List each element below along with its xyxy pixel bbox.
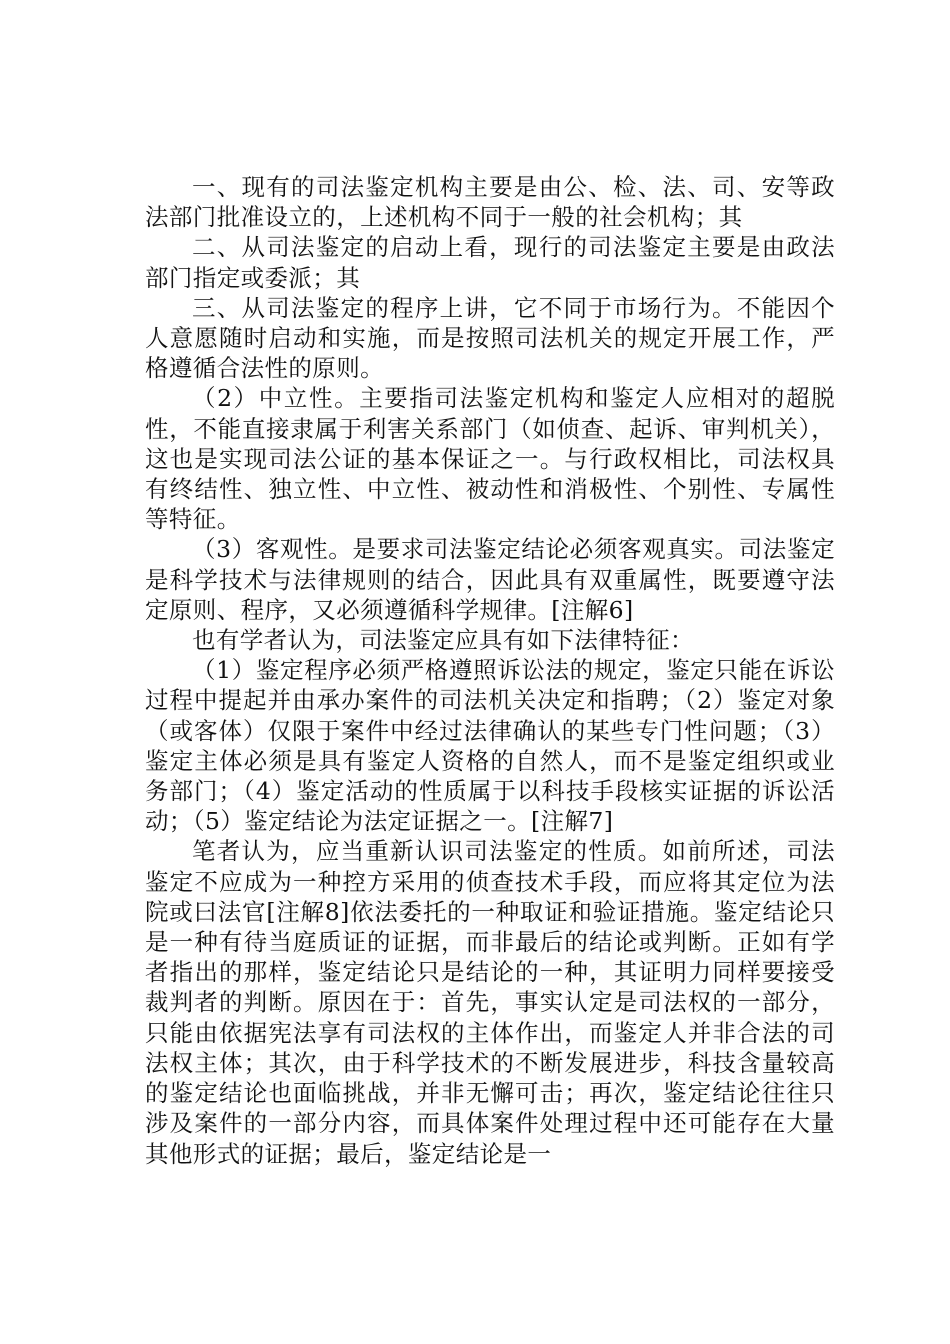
paragraph-8: 笔者认为，应当重新认识司法鉴定的性质。如前所述，司法鉴定不应成为一种控方采用的侦查技术手段，而应将其定位为法院或曰法官[注解8]依法委托的一种取证和验证措施。鉴定结论只是一种有待当庭质证的证据，而非最后的结论或判断。正如有学者指出的那样，鉴定结论只是结论的一种，其证明力同样要接受裁判者的判断。原因在于：首先，事实认定是司法权的一部分，只能由依据宪法享有司法权的主体作出，而鉴定人并非合法的司法权主体；其次，由于科学技术的不断发展进步，科技含量较高的鉴定结论也面临挑战，并非无懈可击；再次，鉴定结论往往只涉及案件的一部分内容，而具体案件处理过程中还可能存在大量其他形式的证据；最后，鉴定结论是一 [145,837,835,1168]
paragraph-1: 一、现有的司法鉴定机构主要是由公、检、法、司、安等政法部门批准设立的，上述机构不同于一般的社会机构；其 [145,173,835,232]
paragraph-6: 也有学者认为，司法鉴定应具有如下法律特征： [192,626,694,655]
paragraph-5: （3）客观性。是要求司法鉴定结论必须客观真实。司法鉴定是科学技术与法律规则的结合，因此具有双重属性，既要遵守法定原则、程序，又必须遵循科学规律。[注解6] [145,535,835,624]
paragraph-2: 二、从司法鉴定的启动上看，现行的司法鉴定主要是由政法部门指定或委派；其 [145,233,835,292]
paragraph-4: （2）中立性。主要指司法鉴定机构和鉴定人应相对的超脱性，不能直接隶属于利害关系部门（如侦查、起诉、审判机关），这也是实现司法公证的基本保证之一。与行政权相比，司法权具有终结性、独立性、中立性、被动性和消极性、个别性、专属性等特征。 [145,384,835,534]
body-text [145,172,835,1169]
paragraph-7: （1）鉴定程序必须严格遵照诉讼法的规定，鉴定只能在诉讼过程中提起并由承办案件的司法机关决定和指聘；（2）鉴定对象（或客体）仅限于案件中经过法律确认的某些专门性问题；（3）鉴定主体必须是具有鉴定人资格的自然人，而不是鉴定组织或业务部门；（4）鉴定活动的性质属于以科技手段核实证据的诉讼活动；（5）鉴定结论为法定证据之一。[注解7] [145,656,835,836]
paragraph-3: 三、从司法鉴定的程序上讲，它不同于市场行为。不能因个人意愿随时启动和实施，而是按照司法机关的规定开展工作，严格遵循合法性的原则。 [145,293,835,383]
